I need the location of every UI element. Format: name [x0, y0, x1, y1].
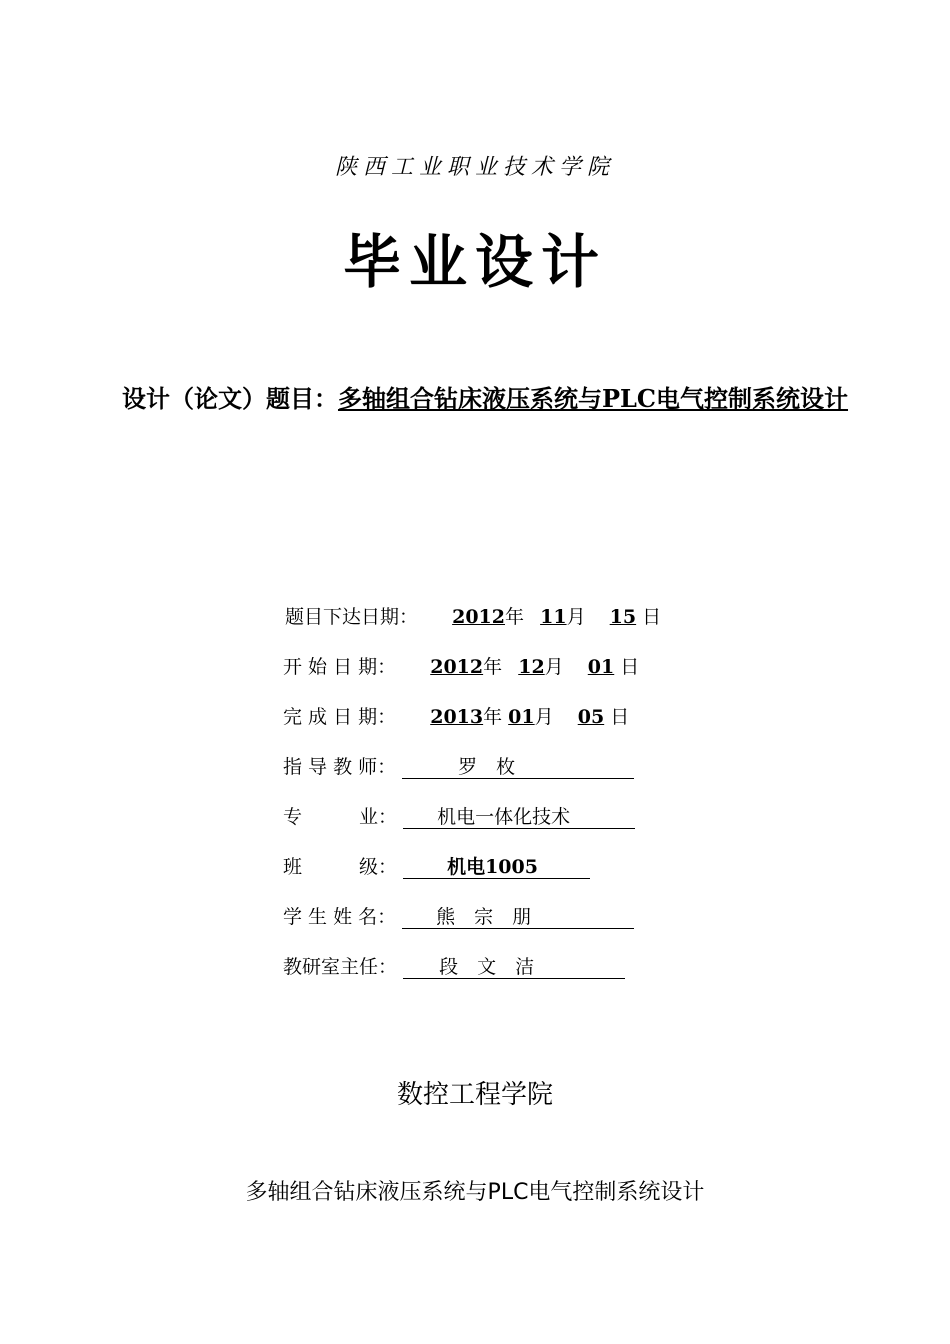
department-name: 数控工程学院	[396, 1080, 553, 1110]
director-label: 教研室主任：	[283, 956, 398, 978]
director-value-line	[403, 956, 625, 979]
start-date-year: 2012	[430, 656, 484, 678]
class-value-line	[403, 856, 590, 879]
thesis-title-label: 设计（论文）题目：	[121, 384, 338, 413]
assign-date-year: 2012	[452, 606, 505, 628]
advisor-label: 指 导 教 师：	[283, 756, 397, 778]
assign-date-day: 15	[609, 606, 637, 628]
start-date-year-unit: 年	[483, 656, 503, 678]
finish-date-year: 2013	[430, 706, 484, 728]
start-date-label: 开 始 日 期：	[283, 656, 397, 678]
finish-date-label: 完 成 日 期：	[283, 706, 397, 728]
assign-date-label: 题目下达日期：	[285, 606, 419, 628]
major-value: 机电一体化技术	[437, 806, 571, 828]
major-value-line	[403, 806, 635, 829]
class-label: 班 级：	[283, 856, 398, 878]
assign-date-month-unit: 月	[566, 606, 586, 628]
student-value: 熊 宗 朋	[436, 906, 532, 928]
field-start-date	[283, 653, 639, 681]
finish-date-day: 05	[577, 706, 605, 728]
advisor-value-line	[402, 756, 634, 779]
field-class	[283, 853, 590, 881]
finish-date-month: 01	[508, 706, 535, 728]
finish-date-month-unit: 月	[534, 706, 554, 728]
advisor-value: 罗 枚	[458, 756, 516, 778]
thesis-title	[110, 374, 860, 424]
field-major	[283, 803, 635, 831]
field-student	[283, 903, 634, 931]
student-label: 学 生 姓 名：	[283, 906, 397, 928]
field-advisor	[283, 753, 634, 781]
assign-date-month: 11	[540, 606, 567, 628]
student-value-line	[402, 906, 634, 929]
finish-date-year-unit: 年	[483, 706, 503, 728]
document-type-heading: 毕业设计	[342, 228, 607, 296]
director-value: 段 文 洁	[439, 956, 535, 978]
start-date-day: 01	[587, 656, 615, 678]
assign-date-day-unit: 日	[642, 606, 662, 628]
start-date-day-unit: 日	[620, 656, 640, 678]
field-finish-date	[283, 703, 629, 731]
assign-date-year-unit: 年	[505, 606, 525, 628]
institution-name: 陕西工业职业技术学院	[334, 155, 615, 180]
field-assign-date	[285, 603, 661, 631]
finish-date-day-unit: 日	[610, 706, 630, 728]
thesis-title-value: 多轴组合钻床液压系统与PLC电气控制系统设计	[337, 384, 849, 413]
field-director	[283, 953, 625, 981]
major-label: 专 业：	[283, 806, 398, 828]
start-date-month: 12	[518, 656, 545, 678]
class-value: 机电1005	[447, 856, 538, 878]
footer-thesis-title: 多轴组合钻床液压系统与PLC电气控制系统设计	[245, 1180, 705, 1205]
start-date-month-unit: 月	[544, 656, 564, 678]
